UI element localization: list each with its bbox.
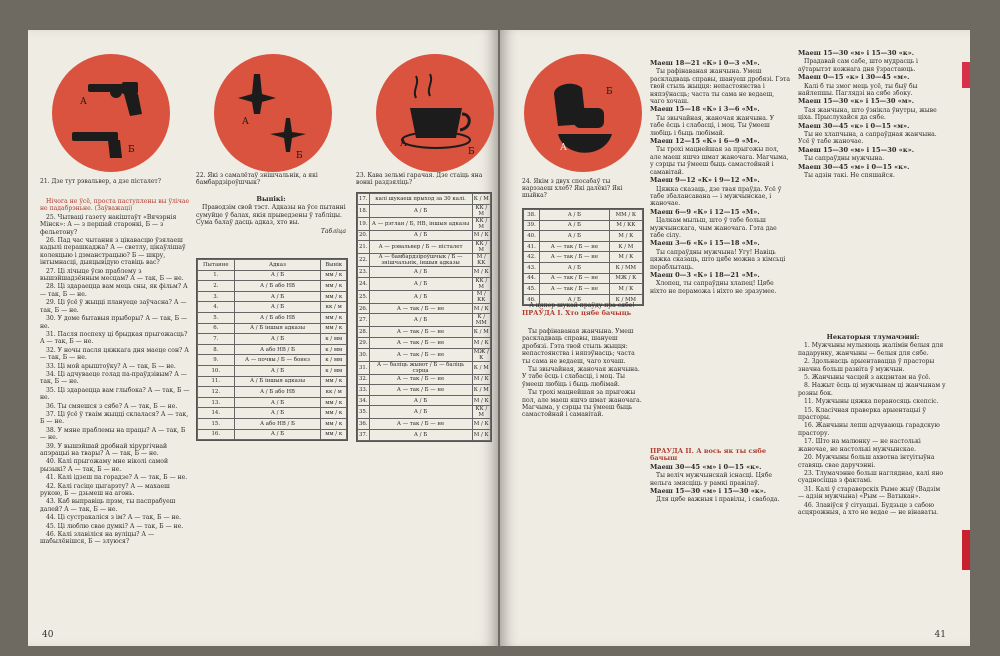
- table-row: [198, 387, 347, 398]
- table-cell: мм / к: [321, 376, 347, 387]
- table-cell: 19.: [358, 217, 370, 230]
- table-cell: А — так / Б — не: [540, 284, 610, 295]
- svg-text:А: А: [242, 117, 249, 127]
- table-row: [358, 314, 491, 327]
- table-cell: 46.: [524, 294, 540, 305]
- table-row: [524, 252, 643, 263]
- table-cell: А — рэглан / Б, НВ, іншыя адказы: [369, 217, 472, 230]
- table-row: [358, 406, 491, 419]
- table-cell: к / мм: [321, 344, 347, 355]
- table-row: [198, 376, 347, 387]
- revolver-pistol-illustration: [52, 54, 170, 172]
- table-cell: М / К: [609, 252, 642, 263]
- table-cell: К / М: [609, 241, 642, 252]
- table-cell: А — так / Б — не: [369, 374, 472, 385]
- svg-text:А: А: [560, 143, 567, 153]
- table-row: [358, 267, 491, 278]
- table-cell: М / К: [609, 231, 642, 242]
- table-cell: А — так / Б — не: [540, 273, 610, 284]
- question-22: 22. Які з самалётаў знішчальнік, а які бамбардзіроўшчык?: [196, 172, 318, 187]
- table-cell: 18.: [358, 204, 370, 217]
- table-cell: МЖ / К: [609, 273, 642, 284]
- bread-cutting-illustration: [524, 54, 642, 172]
- page-number-right: 41: [934, 630, 946, 640]
- table-cell: М / К: [472, 230, 490, 241]
- table-cell: 9.: [198, 355, 235, 366]
- aircraft-illustration: [214, 54, 332, 172]
- table-cell: А / Б: [540, 262, 610, 273]
- table-cell: А — баліць жывот / Б — баліць сэрца: [369, 361, 472, 374]
- table-cell: К / М: [472, 361, 490, 374]
- table-row: [358, 361, 491, 374]
- left-page: [28, 30, 498, 646]
- table-header: Вынік: [321, 260, 347, 271]
- table-cell: мм / к: [321, 291, 347, 302]
- table-cell: 8.: [198, 344, 235, 355]
- table-cell: 10.: [198, 365, 235, 376]
- table-cell: А / Б іншыя адказы: [234, 323, 321, 334]
- table-cell: 40.: [524, 231, 540, 242]
- table-cell: 28.: [358, 327, 370, 338]
- table-cell: 39.: [524, 220, 540, 231]
- table-row: [358, 230, 491, 241]
- table-cell: мм / к: [321, 397, 347, 408]
- table-row: [198, 344, 347, 355]
- table-cell: М / КК: [609, 220, 642, 231]
- table-cell: А / Б: [369, 290, 472, 303]
- table-cell: А / Б: [369, 230, 472, 241]
- table-cell: 33.: [358, 385, 370, 396]
- table-cell: 2.: [198, 281, 235, 292]
- table-cell: А / Б: [369, 406, 472, 419]
- table-cell: А / Б іншыя адказы: [234, 376, 321, 387]
- table-row: [198, 302, 347, 313]
- table-cell: 30.: [358, 348, 370, 361]
- table-cell: А / Б: [234, 334, 321, 345]
- table-row: [198, 281, 347, 292]
- table-cell: А / Б: [369, 314, 472, 327]
- table-cell: 17.: [358, 194, 370, 205]
- table-row: [358, 419, 491, 430]
- explanations-column: Некаторыя тлумачэнні: 1. Мужчыны мулыяюць жалімін белыя для падарунку, жанчыны — белыя для сябе. 2. Здольнасць арыентавацца ў прасторы значна больш развіта ў мужчын. 5. Жанчыны часцей з акцэнтам на ўсё. 8. Нажыт ёсць ці мужчынам ці жанчынам у розны бок. 11. Мужчыны цяжка пераносяць скепсіс. 15. Класічная праверка арыентацыі ў прасторы. 16. Жанчыны лепш адчуваюць гарадскую прастору. 17. Што на малюнку — не настолькі жаночае, не настолькі мужчынскае. 20. Мужчыны больш ахвотна інтуітыўна ставяць свае даручэнні. 23. Тлумачэнне больш нагляднае, калі яно суадносіцца з фактамі. 31. Калі ў стараверскіх Рыме жыў (Вадзім — адзін мужчына) «Рым — Ватыкан». 46. Злавіўся ў сітуацыі. Будзьце з сабою асцярожныя, а хто не ведае — не вінаваты.: [798, 334, 946, 516]
- table-cell: КК / М: [472, 277, 490, 290]
- table-cell: А / Б: [234, 302, 321, 313]
- truth-section-1: А цяпер шукай праўду пра сябе! ПРАЎДА І. Хто цябе бачыць: [522, 302, 635, 318]
- table-cell: 4.: [198, 302, 235, 313]
- table-cell: к / мм: [321, 334, 347, 345]
- table-cell: 26.: [358, 303, 370, 314]
- table-cell: М / К: [472, 374, 490, 385]
- table-cell: А — так / Б — не: [540, 252, 610, 263]
- table-cell: 3.: [198, 291, 235, 302]
- svg-text:Б: Б: [296, 151, 303, 161]
- table-cell: 37.: [358, 429, 370, 440]
- table-row: [358, 327, 491, 338]
- table-row: [358, 303, 491, 314]
- table-cell: 6.: [198, 323, 235, 334]
- table-cell: А / Б: [369, 277, 472, 290]
- table-cell: мм / к: [321, 323, 347, 334]
- scoring-intro: Выпікі: Праводзім свой тэст. Адказы на ўсе пытанні сумуйце ў балах, якія прыведзены ў табліцы. Сума балаў дасць адказ, хто вы. Табліца: [196, 196, 346, 235]
- table-cell: А / Б: [540, 231, 610, 242]
- table-cell: 7.: [198, 334, 235, 345]
- truth-section-2: ПРАЎДА II. А вось як ты сябе бачыш Маеш 30—45 «м» і 0—15 «к». Ты веліч мужчынскай існасці. Цябе нельга змясціць у рамкі правілаў. Маеш 15—30 «м» і 15—30 «к». Для цябе важныя і правілы, і свабода.: [650, 448, 780, 504]
- table-cell: А / Б: [369, 267, 472, 278]
- table-cell: 15.: [198, 418, 235, 429]
- table-row: [198, 429, 347, 440]
- table-cell: А / Б або НВ: [234, 387, 321, 398]
- question-23: 23. Кава зельмі гарачая. Дзе стаіць яна вонкі раздзяліць?: [356, 172, 483, 187]
- truth-descriptions-column: Маеш 18—21 «К» і 0—3 «М». Ты рафінаваная жанчына. Умеш раскладваць справы, шануеш дробязі. Гэта твой стыль жыцця: непастоянства і няпэўнасць; часта ты сама не ведаеш, чаго хочаш. Маеш 15—18 «К» і 3—6 «М». Ты звычайная, жаночая жанчына. У табе ёсць і слабасці, і моц. Ты ўмееш любіць і быць любімай. Маеш 12—15 «К» і 6—9 «М». Ты трохі мацнейшая за прыгожы пол, але маеш яшчэ шмат жаночага. Магчыма, у сэрцы ты ўмееш быць самастойнай і самавітай. Маеш 9—12 «К» і 9—12 «М». Цяжка сказаць, дзе твая праўда. Усё ў табе збалансавана — і мужчынскае, і жаночае. Маеш 6—9 «К» і 12—15 «М». Цалкам мыльш, што ў табе больш мужчынскага, чым жаночага. Гэта дае табе сілу. Маеш 3—6 «К» і 15—18 «М». Ты сапраўдны мужчына! Угу! Навіць цяжка сказаць, што цябе можна з кімсьці пераблытаць. Маеш 0—3 «К» і 18—21 «М». Хлопец, ты сапраўдны хлапец! Цябе ніхто не пераможа і ніхто не зразумее.: [650, 60, 790, 295]
- table-cell: М / К: [472, 337, 490, 348]
- edge-color-tab-bottom: [962, 530, 970, 570]
- table-cell: А — бамбардзіроўшчык / Б — знішчальнік, іншыя адказы: [369, 254, 472, 267]
- table-cell: М / К: [472, 429, 490, 440]
- table-cell: калі шукаеш прыход за 30 калі.: [369, 194, 472, 205]
- right-page: [500, 30, 970, 646]
- question-21: 21. Дзе тут рэвальвер, а дзе пісталет?: [40, 178, 161, 185]
- truth-section-1-text: Ты рафінаваная жанчына. Умеш раскладваць справы, шануеш дробязі. Гэта твой стыль жыцця: непастоянства і няпэўнасць; часта ты сама не ведаеш, чаго хочаш. Ты звычайная, жаночая жанчына. У табе ёсць і слабасці, і моц. Ты ўмееш любіць і быць любімай. Ты трохі мацнейшая за прыгожы пол, але маеш яшчэ шмат жаночага. Магчыма, у сэрцы ты ўмееш быць самастойнай і самавітай.: [522, 328, 642, 419]
- table-cell: К / ММ: [609, 294, 642, 305]
- table-cell: КК / М: [472, 204, 490, 217]
- table-row: [358, 395, 491, 406]
- table-cell: М / К: [472, 419, 490, 430]
- table-cell: 44.: [524, 273, 540, 284]
- table-cell: А або НВ / Б: [234, 418, 321, 429]
- table-row: [524, 284, 643, 295]
- table-cell: М / К: [472, 303, 490, 314]
- table-row: [198, 418, 347, 429]
- table-cell: 11.: [198, 376, 235, 387]
- table-cell: А / Б: [234, 397, 321, 408]
- table-row: [358, 217, 491, 230]
- table-row: [358, 241, 491, 254]
- table-row: [358, 277, 491, 290]
- table-cell: А / Б: [369, 395, 472, 406]
- scoring-table-3: [522, 208, 644, 306]
- table-row: [198, 355, 347, 366]
- table-row: [358, 254, 491, 267]
- table-row: [358, 374, 491, 385]
- page-number-left: 40: [42, 630, 54, 640]
- table-cell: мм / к: [321, 270, 347, 281]
- table-cell: 27.: [358, 314, 370, 327]
- table-header: Адказ: [234, 260, 321, 271]
- table-cell: КК / М: [472, 406, 490, 419]
- table-cell: А / Б: [369, 429, 472, 440]
- table-header: Пытанне: [198, 260, 235, 271]
- table-cell: 35.: [358, 406, 370, 419]
- table-cell: 32.: [358, 374, 370, 385]
- table-row: [198, 323, 347, 334]
- self-view-column: Маеш 15—30 «м» і 15—30 «к». Прадавай сам сабе, што мудрасць і аўтарытэт кожнага дня ўзрастаюць. Маеш 0—15 «к» і 30—45 «м». Калі б ты змог мець усё, ты быў бы найлепшы. Паглядзі на сябе збоку. Маеш 15—30 «к» і 15—30 «м». Тая жанчына, што ўзнікла ўнутры, жыве ціха. Прыслухайся да сябе. Маеш 30—45 «к» і 0—15 «м». Ты не хлапчына, а сапраўдная жанчына. Усё ў табе жаночае. Маеш 15—30 «м» і 15—30 «к». Ты сапраўдны мужчына. Маеш 30—45 «м» і 0—15 «к». Ты адзін такі. Не спяшайся.: [798, 50, 937, 180]
- svg-text:А: А: [400, 139, 407, 149]
- table-cell: мм / к: [321, 408, 347, 419]
- table-cell: 25.: [358, 290, 370, 303]
- scoring-table-2: [356, 192, 492, 442]
- table-cell: 38.: [524, 210, 540, 221]
- table-cell: А або НВ / Б: [234, 344, 321, 355]
- table-cell: 24.: [358, 277, 370, 290]
- table-row: [358, 429, 491, 440]
- table-cell: 41.: [524, 241, 540, 252]
- table-cell: к / мм: [321, 355, 347, 366]
- table-cell: мм / к: [321, 312, 347, 323]
- table-cell: А / Б: [234, 270, 321, 281]
- table-row: [198, 365, 347, 376]
- table-cell: 42.: [524, 252, 540, 263]
- table-cell: 23.: [358, 267, 370, 278]
- table-cell: 12.: [198, 387, 235, 398]
- table-cell: А / Б: [540, 294, 610, 305]
- table-cell: А / Б: [234, 365, 321, 376]
- table-cell: А / Б або НВ: [234, 281, 321, 292]
- table-cell: мм / к: [321, 281, 347, 292]
- table-cell: КК / М: [472, 217, 490, 230]
- table-cell: 31.: [358, 361, 370, 374]
- table-row: [198, 334, 347, 345]
- table-cell: А / Б: [234, 408, 321, 419]
- table-cell: А / Б: [540, 210, 610, 221]
- label-b: Б: [128, 145, 135, 155]
- table-cell: К / ММ: [609, 262, 642, 273]
- table-cell: М / К: [472, 395, 490, 406]
- scoring-table-1: [196, 258, 348, 441]
- table-cell: 36.: [358, 419, 370, 430]
- table-cell: 21.: [358, 241, 370, 254]
- table-cell: 14.: [198, 408, 235, 419]
- table-cell: 1.: [198, 270, 235, 281]
- table-cell: А — так / Б — не: [369, 303, 472, 314]
- question-24: 24. Якім з двух спосабаў ты нарэзаеш хлеб? Які далёкі? Які шыйка?: [522, 178, 623, 200]
- table-cell: 29.: [358, 337, 370, 348]
- table-row: [198, 291, 347, 302]
- table-cell: А — так / Б — не: [369, 337, 472, 348]
- table-row: [198, 397, 347, 408]
- table-row: [358, 348, 491, 361]
- table-cell: 13.: [198, 397, 235, 408]
- table-cell: А / Б: [234, 429, 321, 440]
- coffee-cup-illustration: [376, 54, 494, 172]
- table-cell: А — так / Б — не: [369, 327, 472, 338]
- table-row: [358, 337, 491, 348]
- svg-text:Б: Б: [468, 147, 475, 157]
- table-cell: А — рэвальвер / Б — пісталет: [369, 241, 472, 254]
- table-cell: М / КК: [472, 290, 490, 303]
- table-cell: А / Б: [369, 204, 472, 217]
- table-cell: А / Б або НВ: [234, 312, 321, 323]
- table-cell: К / М: [472, 385, 490, 396]
- table-cell: мм / к: [321, 418, 347, 429]
- table-cell: кк / м: [321, 302, 347, 313]
- table-cell: 20.: [358, 230, 370, 241]
- table-row: [198, 270, 347, 281]
- table-cell: 5.: [198, 312, 235, 323]
- table-row: [358, 290, 491, 303]
- table-row: [358, 204, 491, 217]
- table-cell: 16.: [198, 429, 235, 440]
- table-cell: М / КК: [472, 254, 490, 267]
- table-row: [524, 210, 643, 221]
- table-row: [358, 385, 491, 396]
- table-cell: К / ММ: [472, 314, 490, 327]
- table-cell: 22.: [358, 254, 370, 267]
- svg-text:Б: Б: [606, 87, 613, 97]
- table-cell: А — так / Б — не: [369, 385, 472, 396]
- table-cell: КК / М: [472, 241, 490, 254]
- table-row: [524, 262, 643, 273]
- left-questions-column: Нічога не ўсё, проста паступлены вы ўлічае не падабрэньне. (Заўважаці) 25. Чытваці газету накіштаўт «Вячэрнія Мінск»: А — з першай старонкі, Б — з фельетону? 26. Пад час чытання з цікавасцю ўзялаеш кадылі перашкаджа? А — светлу, цікаўлішаў колекцыю і дэманстрацыю? Б — шкру, інтымнасці, дыяцывідую ставіць вас? 27. Ці лічыце ўсю праблему з вышэйшадзённым месцам? А — так, Б — не. 28. Ці здараецца вам мець сны, як фільм? А — так, Б — не. 29. Ці ўсё ў жыцці плануеце заўчасна? А — так, Б — не. 30. У доме бытавыя прыборы? А — так, Б — не. 31. Пасля поспеху ці брыдкая прыгожасць? А — так, Б — не. 32. У ночы пасля цяжкага дня маеце сон? А — так, Б — не. 33. Ці мой арыштоўку? А — так, Б — не. 34. Ці адчуваеце голад па-праўдзівым? А — так, Б — не. 35. Ці здараецца вам глыбока? А — так, Б — не. 36. Ты смяешся з сябе? А — так, Б — не. 37. Ці ўсё ў тваім жыцці склалася? А — так, Б — не. 38. У мяне праблемы на працы? А — так, Б — не. 39. У вышэйшай дробнай хірургічнай апэрацыі на твары? А — так, Б — не. 40. Калі прыгожаму мне ніколі самой рызыкі? А — так, Б — не. 41. Калі ідзеш па горадзе? А — так, Б — не. 42. Калі гасіце цыгарэту? А — махаеш рукою, Б — дзьмеш на агонь. 43. Каб выправіць прэм, ты паспрабуеш далей? А — так, Б — не. 44. Ці сустракаліся з ім? А — так, Б — не. 45. Ці люблю свае думкі? А — так, Б — не. 46. Калі злавіліся на вуліцы? А — шабылёнішся, Б — злуюся?: [40, 198, 190, 546]
- table-cell: А / Б: [234, 291, 321, 302]
- table-cell: А — так / Б — не: [369, 419, 472, 430]
- table-cell: М / К: [472, 267, 490, 278]
- table-cell: А — так / Б — не: [369, 348, 472, 361]
- table-cell: кк / м: [321, 387, 347, 398]
- table-cell: А — так / Б — не: [540, 241, 610, 252]
- table-cell: 43.: [524, 262, 540, 273]
- table-row: [358, 194, 491, 205]
- table-cell: ММ / К: [609, 210, 642, 221]
- table-row: [524, 241, 643, 252]
- table-cell: мм / к: [321, 429, 347, 440]
- table-cell: М / К: [609, 284, 642, 295]
- table-cell: К / М: [472, 194, 490, 205]
- table-cell: А — почвы / Б — бонез: [234, 355, 321, 366]
- table-cell: 34.: [358, 395, 370, 406]
- table-cell: МЖ / К: [473, 348, 489, 361]
- table-cell: 45.: [524, 284, 540, 295]
- table-row: [198, 312, 347, 323]
- table-cell: к / мм: [321, 365, 347, 376]
- table-cell: К / М: [472, 327, 490, 338]
- table-row: [524, 231, 643, 242]
- table-row: [524, 220, 643, 231]
- table-row: [198, 408, 347, 419]
- table-cell: А / Б: [540, 220, 610, 231]
- table-row: [524, 273, 643, 284]
- edge-color-tab: [962, 62, 970, 88]
- label-a: А: [80, 97, 87, 107]
